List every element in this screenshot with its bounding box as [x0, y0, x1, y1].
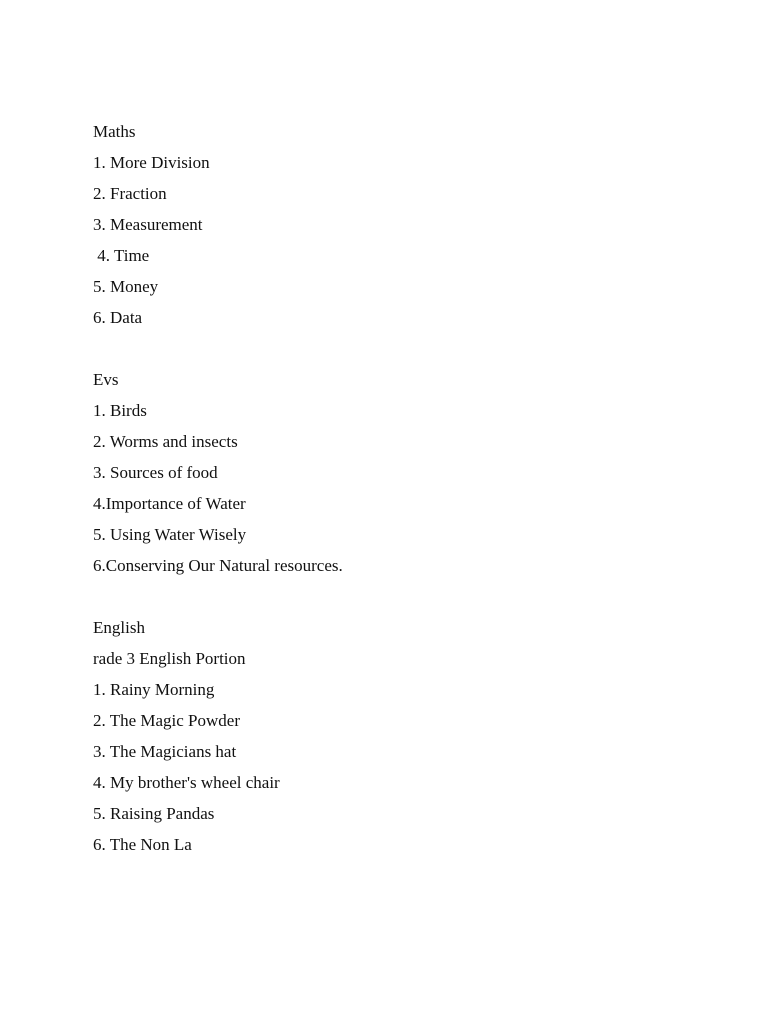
english-section — [93, 612, 733, 860]
maths-heading: Maths — [93, 122, 136, 141]
maths-item-6: 6. Data — [93, 308, 143, 327]
maths-item-2: 2. Fraction — [93, 184, 167, 203]
evs-heading: Evs — [93, 370, 119, 389]
maths-item-5: 5. Money — [93, 277, 159, 296]
english-item-1: 1. Rainy Morning — [93, 680, 215, 699]
syllabus-content — [93, 116, 733, 860]
maths-item-1: 1. More Division — [93, 153, 210, 172]
english-subheading: rade 3 English Portion — [93, 649, 246, 668]
english-heading: English — [93, 618, 145, 637]
evs-item-4: 4.Importance of Water — [93, 494, 246, 513]
evs-item-6: 6.Conserving Our Natural resources. — [93, 556, 343, 575]
evs-item-3: 3. Sources of food — [93, 463, 218, 482]
english-item-2: 2. The Magic Powder — [93, 711, 240, 730]
maths-item-4: 4. Time — [93, 246, 150, 265]
maths-section — [93, 116, 733, 333]
maths-item-3: 3. Measurement — [93, 215, 203, 234]
english-item-5: 5. Raising Pandas — [93, 804, 215, 823]
evs-item-2: 2. Worms and insects — [93, 432, 238, 451]
section-spacer — [93, 333, 733, 364]
english-item-3: 3. The Magicians hat — [93, 742, 237, 761]
evs-item-5: 5. Using Water Wisely — [93, 525, 247, 544]
section-spacer — [93, 581, 733, 612]
evs-section — [93, 364, 733, 581]
english-item-6: 6. The Non La — [93, 835, 192, 854]
english-item-4: 4. My brother's wheel chair — [93, 773, 280, 792]
evs-item-1: 1. Birds — [93, 401, 147, 420]
